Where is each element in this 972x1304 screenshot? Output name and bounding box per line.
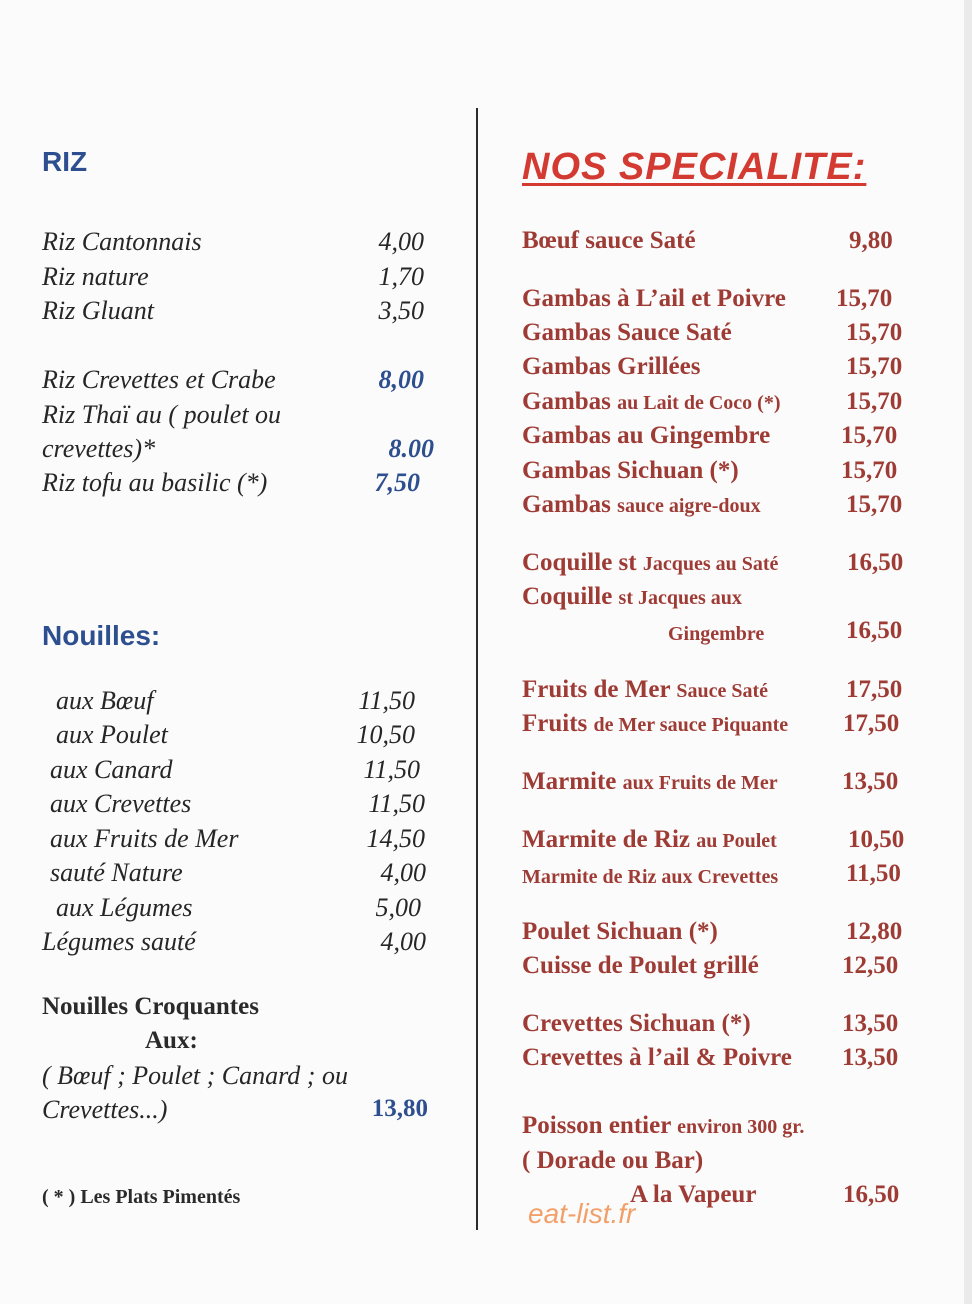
item-text: Crevettes Sichuan (*) — [522, 1010, 751, 1037]
item-text: Gambas Sauce Saté — [522, 319, 732, 346]
item-text-small: aux Fruits de Mer — [622, 772, 778, 794]
item-text: Coquille — [522, 583, 613, 610]
menu-item-price: 11,50 — [358, 686, 415, 715]
item-text: Poisson entier — [522, 1112, 671, 1139]
special-item-price: 13,50 — [842, 1044, 899, 1071]
item-text: Gambas — [522, 491, 611, 518]
special-item-price: 16,50 — [843, 1181, 900, 1208]
item-text: Fruits de Mer — [522, 676, 671, 703]
menu-item-name: aux Fruits de Mer — [50, 824, 239, 853]
croquantes-subheading: Aux: — [145, 1027, 198, 1054]
item-text-small: sauce aigre-doux — [617, 495, 761, 517]
special-item-name — [522, 952, 759, 980]
special-item-name — [522, 1044, 792, 1072]
special-item-price: 15,70 — [836, 285, 893, 312]
special-item-name — [522, 1010, 751, 1038]
special-item-name — [522, 285, 786, 313]
watermark: eat-list.fr — [528, 1198, 636, 1229]
special-item-price: 15,70 — [846, 491, 903, 518]
special-item-price: 16,50 — [846, 617, 903, 644]
special-item-price: 15,70 — [846, 353, 903, 380]
menu-item-price: 8.00 — [388, 434, 434, 463]
menu-item-name: Riz Gluant — [42, 296, 154, 325]
special-item-name — [522, 491, 761, 519]
item-text: Fruits — [522, 710, 588, 737]
menu-item-name: Légumes sauté — [42, 927, 196, 956]
menu-item-price: 11,50 — [363, 755, 420, 784]
menu-item-name: sauté Nature — [50, 858, 183, 887]
menu-item-price: 8,00 — [378, 365, 424, 394]
item-text-small: de Mer sauce Piquante — [593, 714, 789, 736]
special-item-name — [522, 422, 770, 450]
menu-item-name: Riz Thaï au ( poulet ou — [42, 400, 282, 429]
special-item-name — [522, 768, 778, 796]
menu-item-name: Riz Crevettes et Crabe — [42, 365, 276, 394]
special-item-price: 9,80 — [849, 227, 893, 254]
special-item-name — [522, 549, 778, 577]
special-item-name — [522, 826, 777, 854]
special-item-price: 10,50 — [848, 826, 905, 853]
special-item-name — [522, 457, 739, 485]
item-text: Gambas Sichuan (*) — [522, 457, 739, 484]
menu-item-price: 1,70 — [378, 262, 424, 291]
menu-item-name: aux Crevettes — [50, 789, 192, 818]
special-item-name — [522, 710, 788, 738]
special-item-price: 17,50 — [843, 710, 900, 737]
item-text: Cuisse de Poulet grillé — [522, 952, 759, 979]
menu-item-name: aux Légumes — [56, 893, 193, 922]
special-item-name — [522, 1112, 804, 1140]
menu-item-name-cont: crevettes)* — [42, 434, 156, 463]
special-item-price: 11,50 — [846, 860, 901, 887]
item-text-small: Gingembre — [668, 623, 765, 645]
item-text: Gambas à L’ail et Poivre — [522, 285, 786, 312]
special-item-name — [522, 353, 700, 381]
special-item-name — [522, 583, 742, 611]
special-item-name-cont — [522, 1147, 703, 1175]
item-text-small: au Lait de Coco (*) — [617, 392, 781, 414]
special-item-name — [522, 918, 718, 946]
menu-item-price: 11,50 — [368, 789, 425, 818]
special-item-price: 12,80 — [846, 918, 903, 945]
menu-item-price: 4,00 — [378, 227, 424, 256]
page-edge — [964, 0, 972, 1304]
menu-item-price: 7,50 — [374, 468, 420, 497]
item-text: Marmite — [522, 768, 617, 795]
item-text: Gambas — [522, 388, 611, 415]
menu-item-price: 5,00 — [375, 893, 421, 922]
special-item-price: 16,50 — [847, 549, 904, 576]
nouilles-heading: Nouilles: — [42, 620, 161, 651]
item-text: Marmite de Riz — [522, 826, 690, 853]
menu-item-name: Riz Cantonnais — [42, 227, 202, 256]
menu-item-name: aux Poulet — [56, 720, 168, 749]
special-item-price: 17,50 — [846, 676, 903, 703]
special-item-name-cont — [668, 619, 764, 647]
item-text: Gambas au Gingembre — [522, 422, 771, 449]
footnote: ( * ) Les Plats Pimentés — [42, 1186, 241, 1208]
item-text: Poulet Sichuan (*) — [522, 918, 718, 945]
croquantes-options-cont: Crevettes...) — [42, 1095, 168, 1124]
special-item-price: 15,70 — [846, 388, 903, 415]
special-item-price: 15,70 — [841, 457, 898, 484]
special-item-price: 12,50 — [842, 952, 899, 979]
specialites-heading: NOS SPECIALITE: — [522, 146, 867, 188]
special-item-name — [522, 227, 696, 255]
special-item-name — [522, 319, 732, 347]
menu-item-name: aux Bœuf — [56, 686, 154, 715]
menu-item-price: 4,00 — [380, 858, 426, 887]
croquantes-options: ( Bœuf ; Poulet ; Canard ; ou — [42, 1061, 348, 1090]
menu-item-price: 3,50 — [378, 296, 424, 325]
item-text-small: Sauce Saté — [676, 680, 769, 702]
special-item-name-cont — [630, 1181, 756, 1209]
croquantes-price: 13,80 — [371, 1095, 428, 1122]
item-text-small: Marmite de Riz aux Crevettes — [522, 866, 779, 888]
item-text: A la Vapeur — [630, 1181, 757, 1208]
special-item-price: 15,70 — [841, 422, 898, 449]
special-item-name — [522, 388, 780, 416]
menu-item-price: 14,50 — [366, 824, 425, 853]
item-text-small: au Poulet — [696, 830, 777, 852]
item-text-small: Jacques au Saté — [642, 553, 779, 575]
special-item-price: 13,50 — [842, 768, 899, 795]
special-item-name — [522, 676, 768, 704]
item-text: Crevettes à l’ail & Poivre — [522, 1044, 792, 1071]
special-item-name — [522, 862, 778, 890]
special-item-price: 15,70 — [846, 319, 903, 346]
item-text-small: environ 300 gr. — [677, 1116, 805, 1138]
item-text: Coquille st — [522, 549, 637, 576]
item-text: ( Dorade ou Bar) — [522, 1147, 704, 1174]
riz-heading: RIZ — [42, 146, 88, 177]
menu-item-name: aux Canard — [50, 755, 173, 784]
croquantes-heading: Nouilles Croquantes — [42, 993, 259, 1020]
menu-item-price: 10,50 — [356, 720, 415, 749]
menu-item-name: Riz tofu au basilic (*) — [42, 468, 268, 497]
item-text-small: st Jacques aux — [618, 587, 742, 609]
menu-item-name: Riz nature — [42, 262, 149, 291]
item-text: Bœuf sauce Saté — [522, 227, 696, 254]
column-divider — [476, 108, 478, 1230]
item-text: Gambas Grillées — [522, 353, 701, 380]
menu-item-price: 4,00 — [380, 927, 426, 956]
special-item-price: 13,50 — [842, 1010, 899, 1037]
